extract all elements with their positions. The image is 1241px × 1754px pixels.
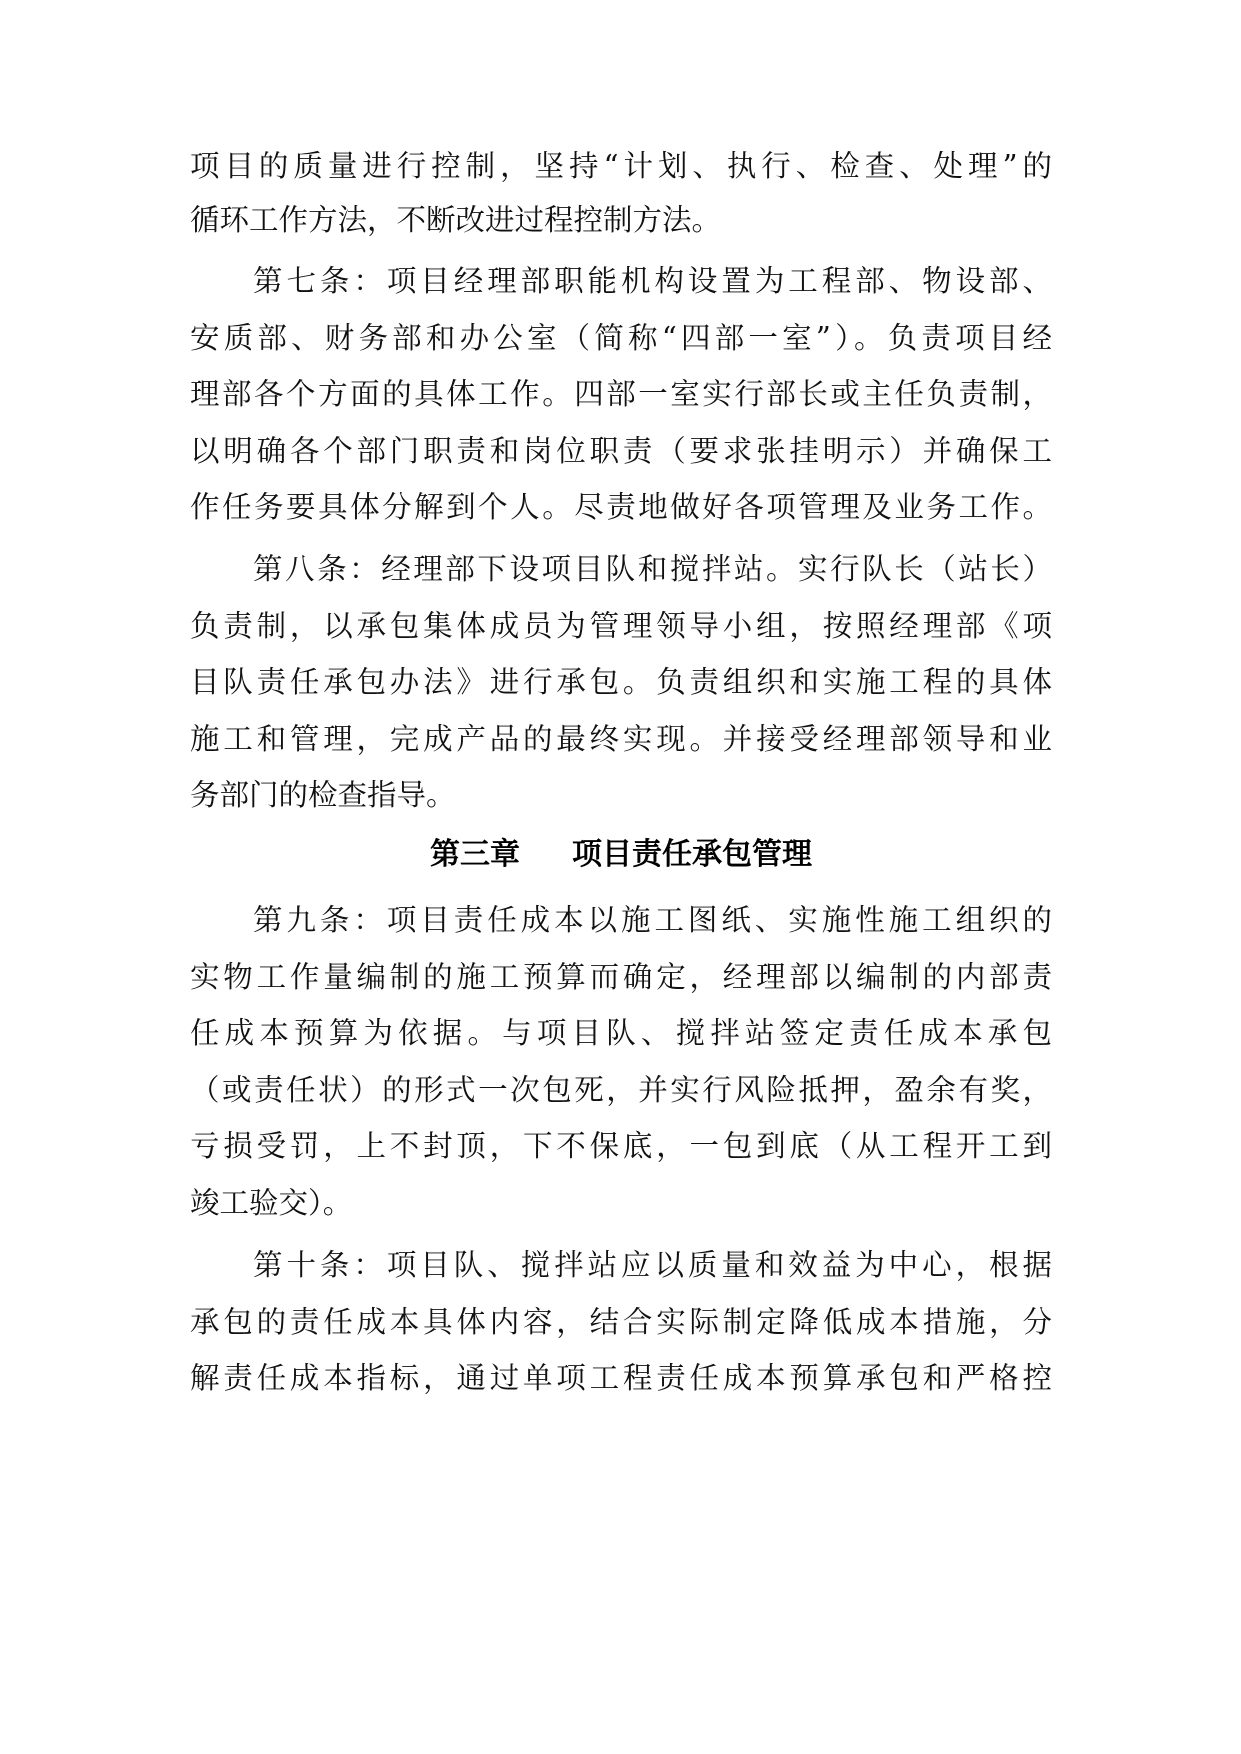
article-10-first-line: 第十条：项目队、搅拌站应以质量和效益为中心，根据 [253, 1248, 1052, 1282]
article-8-first-line: 第八条：经理部下设项目队和搅拌站。实行队长（站长） [253, 552, 1052, 586]
body-text-line: （或责任状）的形式一次包死，并实行风险抵押，盈余有奖， [190, 1073, 1052, 1107]
body-text-line: 解责任成本指标，通过单项工程责任成本预算承包和严格控 [190, 1361, 1052, 1395]
body-text-line: 安质部、财务部和办公室（简称“四部一室”）。负责项目经 [190, 321, 1052, 355]
article-7-first-line: 第七条：项目经理部职能机构设置为工程部、物设部、 [253, 264, 1052, 298]
body-text-line: 项目的质量进行控制，坚持“计划、执行、检查、处理”的 [190, 149, 1052, 183]
chapter-title: 项目责任承包管理 [572, 837, 812, 872]
body-text-line: 负责制，以承包集体成员为管理领导小组，按照经理部《项 [190, 609, 1052, 643]
body-text-line: 理部各个方面的具体工作。四部一室实行部长或主任负责制， [190, 377, 1052, 411]
body-text-line: 实物工作量编制的施工预算而确定，经理部以编制的内部责 [190, 960, 1052, 994]
body-text-line: 作任务要具体分解到个人。尽责地做好各项管理及业务工作。 [190, 490, 1052, 524]
body-text-line: 循环工作方法，不断改进过程控制方法。 [190, 203, 722, 237]
body-text-line: 以明确各个部门职责和岗位职责（要求张挂明示）并确保工 [190, 434, 1052, 468]
chapter-heading [190, 830, 1052, 880]
body-text-line: 承包的责任成本具体内容，结合实际制定降低成本措施，分 [190, 1305, 1052, 1339]
article-9-first-line: 第九条：项目责任成本以施工图纸、实施性施工组织的 [253, 903, 1052, 937]
body-text-line: 亏损受罚，上不封顶，下不保底，一包到底（从工程开工到 [190, 1129, 1052, 1163]
chapter-number: 第三章 [430, 837, 520, 872]
body-text-line: 施工和管理，完成产品的最终实现。并接受经理部领导和业 [190, 722, 1052, 756]
body-text-line: 务部门的检查指导。 [190, 778, 456, 812]
body-text-line: 竣工验交）。 [190, 1186, 353, 1220]
body-text-line: 目队责任承包办法》进行承包。负责组织和实施工程的具体 [190, 665, 1052, 699]
body-text-line: 任成本预算为依据。与项目队、搅拌站签定责任成本承包 [190, 1016, 1052, 1050]
